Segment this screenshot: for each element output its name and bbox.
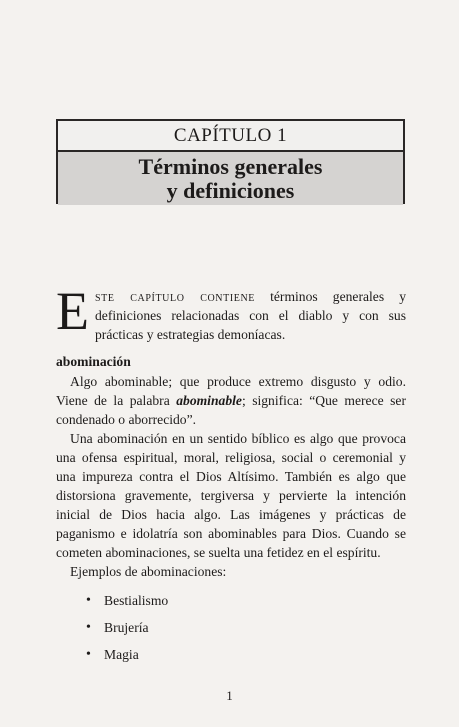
- chapter-header: [56, 119, 405, 204]
- entry-p1-after: ; significa: “Que merece ser condenado o aborrecido”.: [56, 393, 406, 427]
- examples-list: [56, 587, 406, 668]
- list-item: [86, 587, 406, 614]
- chapter-title: [58, 152, 403, 205]
- entry-paragraph-3: Ejemplos de abominaciones:: [70, 564, 227, 579]
- chapter-label: CAPÍTULO 1: [58, 121, 403, 152]
- entry-term: abominación: [56, 354, 131, 369]
- intro-paragraph: [56, 281, 407, 344]
- list-item: [86, 614, 406, 641]
- list-item-text: Bestialismo: [104, 593, 169, 608]
- entry-p1-emphasis: abominable: [176, 393, 242, 408]
- page-number: 1: [226, 688, 233, 703]
- list-item-text: Magia: [104, 647, 139, 662]
- entry-paragraph-1: [56, 372, 406, 429]
- list-item: [86, 641, 406, 668]
- bullet-icon: •: [86, 647, 91, 662]
- chapter-body: [56, 281, 407, 668]
- bullet-icon: •: [86, 593, 91, 608]
- entry-p1-before: Algo abominable; que produce extremo disgusto y odio. Viene de la palabra: [56, 374, 406, 408]
- chapter-title-line-1: Términos generales: [138, 153, 323, 179]
- list-item-text: Brujería: [104, 620, 149, 635]
- chapter-title-line-2: y definiciones: [166, 177, 295, 203]
- drop-cap: E: [56, 281, 89, 341]
- bullet-icon: •: [86, 620, 91, 635]
- intro-text: términos generales y definiciones relacionadas con el diablo y con sus prácticas y estrategias demoníacas.: [95, 289, 407, 342]
- intro-smallcaps: ste capítulo contiene: [95, 289, 256, 304]
- entry-paragraph-2: Una abominación en un sentido bíblico es algo que provoca una ofensa espiritual, moral, religiosa, social o ceremonial y una impureza contra el Dios Altísimo. También es algo que distorsiona gravemente, tergiversa y pervierte la intención inicial de Dios hacia algo. Las imágenes y prácticas de paganismo e idolatría son abominables para Dios. Cuando se cometen abominaciones, se suelta una fetidez en el espíritu.: [56, 431, 406, 560]
